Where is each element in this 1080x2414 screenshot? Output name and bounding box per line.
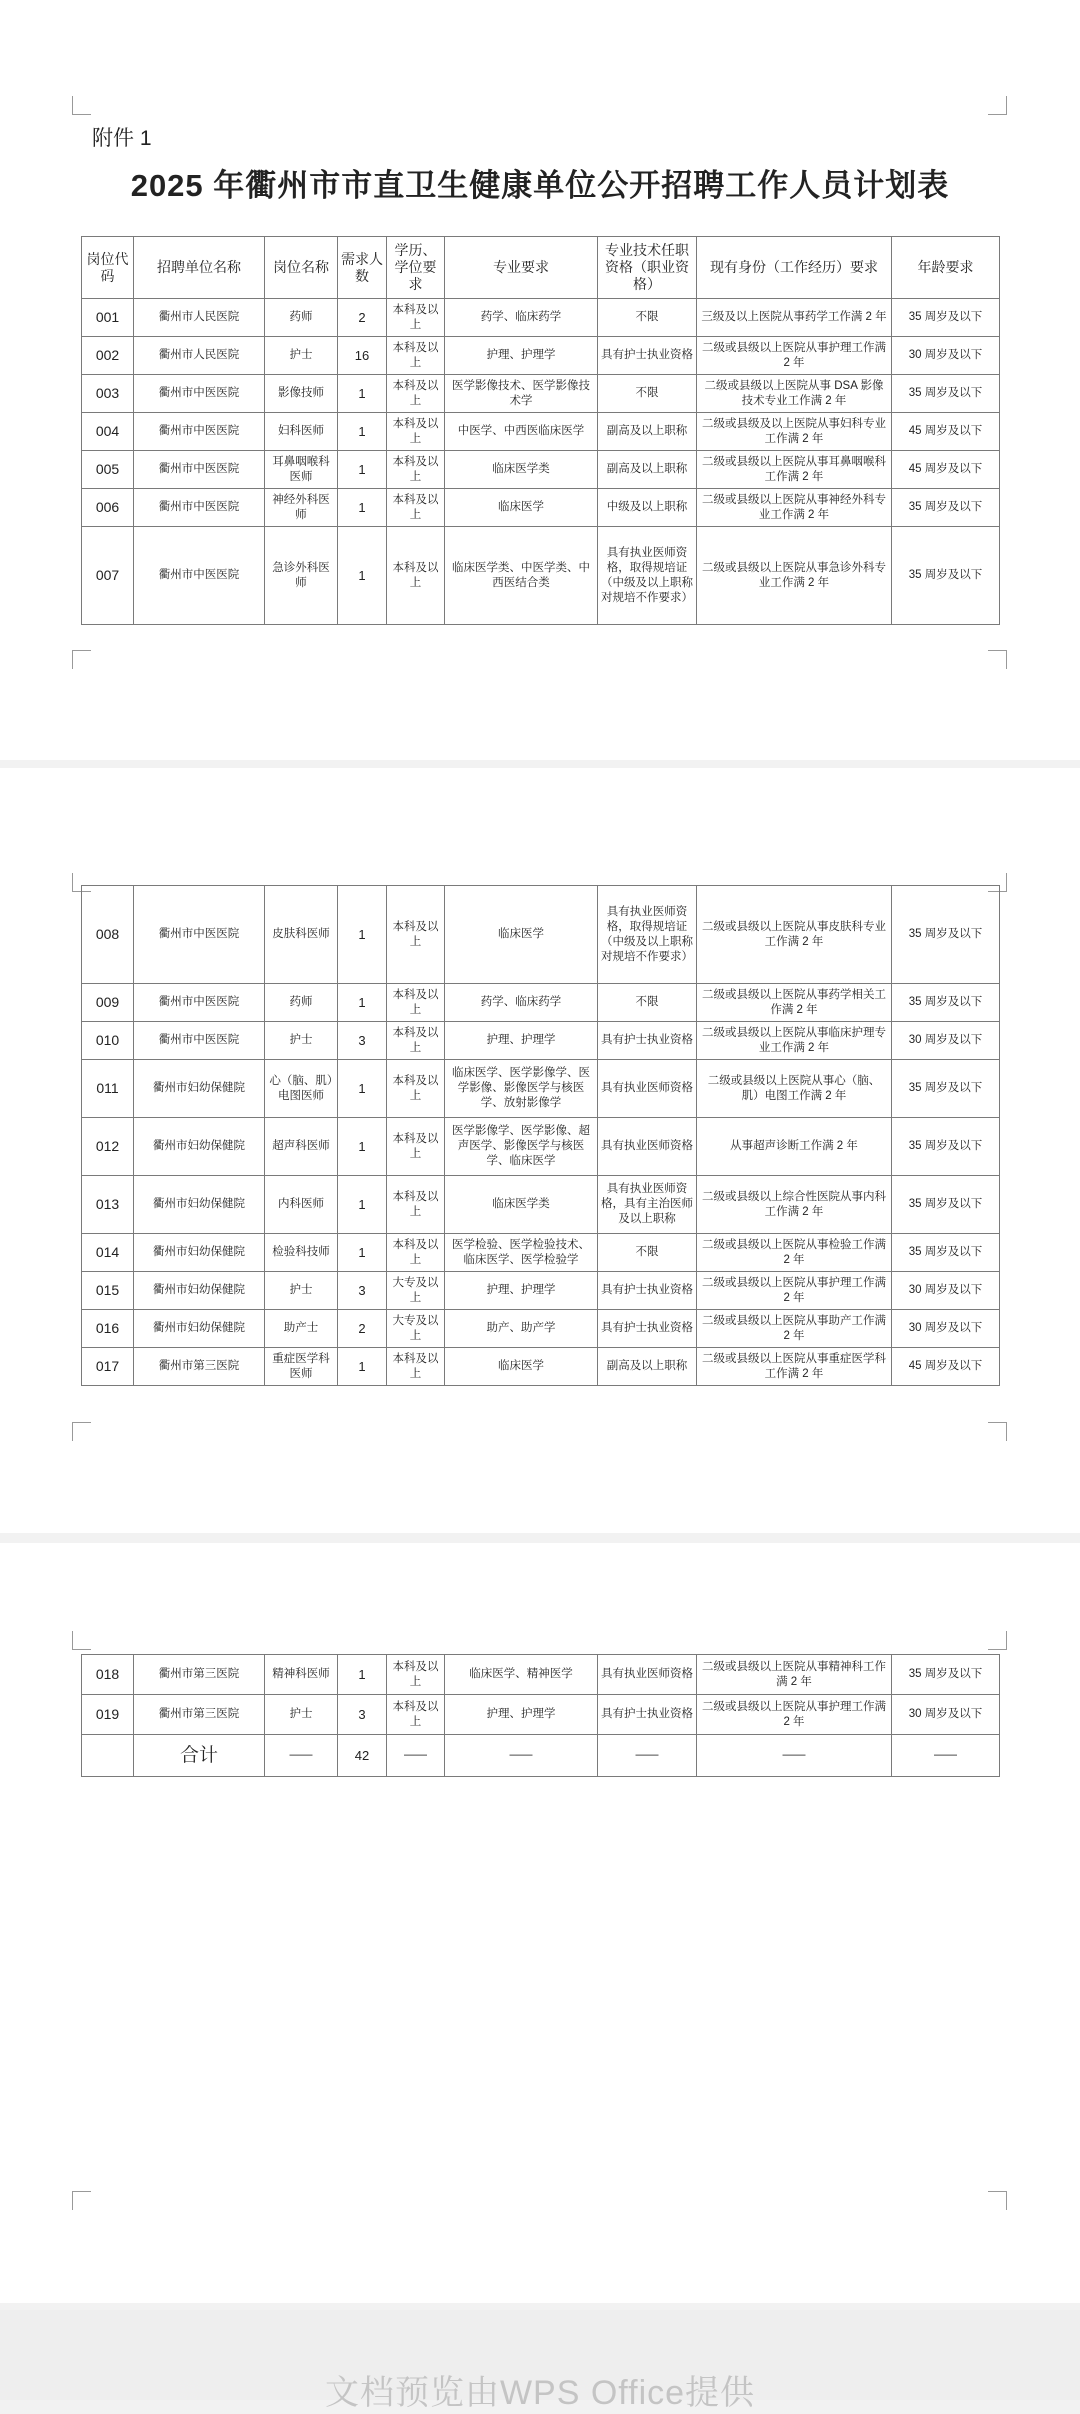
table-header-row xyxy=(82,237,1000,299)
cell-post-code: 001 xyxy=(82,299,134,337)
table-row xyxy=(82,1655,1000,1695)
page-corner-mark xyxy=(72,650,91,669)
cell-headcount: 1 xyxy=(338,1118,387,1176)
cell-post-name: 助产士 xyxy=(265,1310,338,1348)
cell-post-code: 005 xyxy=(82,451,134,489)
table-row xyxy=(82,1060,1000,1118)
cell-qualification-requirement: 具有护士执业资格 xyxy=(598,1310,697,1348)
table-row xyxy=(82,337,1000,375)
cell-major-requirement: 医学检验、医学检验技术、临床医学、医学检验学 xyxy=(445,1234,598,1272)
cell-headcount: 1 xyxy=(338,1655,387,1695)
cell-headcount: 1 xyxy=(338,1234,387,1272)
cell-major-requirement: 药学、临床药学 xyxy=(445,984,598,1022)
recruitment-table-part-1 xyxy=(81,236,1000,625)
page-corner-mark xyxy=(72,2191,91,2210)
total-cell-post-name: —— xyxy=(265,1735,338,1777)
cell-post-code: 006 xyxy=(82,489,134,527)
cell-major-requirement: 临床医学 xyxy=(445,886,598,984)
cell-employer-name: 衢州市中医医院 xyxy=(134,451,265,489)
cell-qualification-requirement: 具有执业医师资格 xyxy=(598,1118,697,1176)
cell-post-name: 护士 xyxy=(265,337,338,375)
cell-employer-name: 衢州市中医医院 xyxy=(134,527,265,625)
cell-experience-requirement: 二级或县级以上医院从事 DSA 影像技术专业工作满 2 年 xyxy=(697,375,892,413)
cell-post-code: 003 xyxy=(82,375,134,413)
page-corner-mark xyxy=(988,1631,1007,1650)
cell-major-requirement: 临床医学类 xyxy=(445,451,598,489)
cell-post-name: 检验科技师 xyxy=(265,1234,338,1272)
total-cell-headcount: 42 xyxy=(338,1735,387,1777)
cell-education-requirement: 本科及以上 xyxy=(387,1060,445,1118)
cell-headcount: 1 xyxy=(338,1348,387,1386)
document-page-1 xyxy=(0,0,1080,760)
cell-education-requirement: 本科及以上 xyxy=(387,1022,445,1060)
table-row xyxy=(82,1310,1000,1348)
cell-education-requirement: 本科及以上 xyxy=(387,413,445,451)
cell-qualification-requirement: 中级及以上职称 xyxy=(598,489,697,527)
cell-experience-requirement: 二级或县级以上医院从事精神科工作满 2 年 xyxy=(697,1655,892,1695)
cell-post-name: 护士 xyxy=(265,1022,338,1060)
cell-education-requirement: 本科及以上 xyxy=(387,1655,445,1695)
cell-experience-requirement: 二级或县级以上综合性医院从事内科工作满 2 年 xyxy=(697,1176,892,1234)
cell-qualification-requirement: 具有护士执业资格 xyxy=(598,1695,697,1735)
cell-employer-name: 衢州市妇幼保健院 xyxy=(134,1234,265,1272)
cell-post-code: 010 xyxy=(82,1022,134,1060)
cell-age-requirement: 35 周岁及以下 xyxy=(892,1176,1000,1234)
column-header-major-requirement: 专业要求 xyxy=(445,237,598,299)
cell-employer-name: 衢州市中医医院 xyxy=(134,984,265,1022)
cell-major-requirement: 临床医学、精神医学 xyxy=(445,1655,598,1695)
cell-experience-requirement: 三级及以上医院从事药学工作满 2 年 xyxy=(697,299,892,337)
cell-age-requirement: 35 周岁及以下 xyxy=(892,1118,1000,1176)
cell-post-code: 004 xyxy=(82,413,134,451)
cell-experience-requirement: 二级或县级以上医院从事护理工作满 2 年 xyxy=(697,337,892,375)
cell-qualification-requirement: 具有执业医师资格 xyxy=(598,1655,697,1695)
cell-experience-requirement: 二级或县级以上医院从事心（脑、肌）电图工作满 2 年 xyxy=(697,1060,892,1118)
table-row xyxy=(82,1695,1000,1735)
cell-experience-requirement: 二级或县级以上医院从事护理工作满 2 年 xyxy=(697,1272,892,1310)
cell-age-requirement: 30 周岁及以下 xyxy=(892,1022,1000,1060)
table-row xyxy=(82,984,1000,1022)
cell-post-name: 内科医师 xyxy=(265,1176,338,1234)
cell-headcount: 1 xyxy=(338,527,387,625)
cell-post-name: 神经外科医师 xyxy=(265,489,338,527)
total-cell-employer-name: 合计 xyxy=(134,1735,265,1777)
cell-qualification-requirement: 不限 xyxy=(598,1234,697,1272)
table-row xyxy=(82,527,1000,625)
cell-experience-requirement: 二级或县级以上医院从事重症医学科工作满 2 年 xyxy=(697,1348,892,1386)
total-cell-age-requirement: —— xyxy=(892,1735,1000,1777)
cell-post-code: 015 xyxy=(82,1272,134,1310)
cell-headcount: 1 xyxy=(338,489,387,527)
cell-experience-requirement: 二级或县级以上医院从事神经外科专业工作满 2 年 xyxy=(697,489,892,527)
wps-preview-footer xyxy=(0,2310,1080,2412)
cell-experience-requirement: 从事超声诊断工作满 2 年 xyxy=(697,1118,892,1176)
cell-major-requirement: 助产、助产学 xyxy=(445,1310,598,1348)
cell-employer-name: 衢州市妇幼保健院 xyxy=(134,1272,265,1310)
cell-age-requirement: 45 周岁及以下 xyxy=(892,413,1000,451)
total-cell-education-requirement: —— xyxy=(387,1735,445,1777)
total-cell-post-code xyxy=(82,1735,134,1777)
cell-headcount: 16 xyxy=(338,337,387,375)
column-header-age-requirement: 年龄要求 xyxy=(892,237,1000,299)
cell-qualification-requirement: 具有执业医师资格，具有主治医师及以上职称 xyxy=(598,1176,697,1234)
cell-age-requirement: 35 周岁及以下 xyxy=(892,489,1000,527)
cell-age-requirement: 35 周岁及以下 xyxy=(892,375,1000,413)
page-corner-mark xyxy=(988,650,1007,669)
total-cell-experience-requirement: —— xyxy=(697,1735,892,1777)
cell-headcount: 1 xyxy=(338,413,387,451)
cell-major-requirement: 临床医学、医学影像学、医学影像、影像医学与核医学、放射影像学 xyxy=(445,1060,598,1118)
column-header-qualification-requirement: 专业技术任职资格（职业资格） xyxy=(598,237,697,299)
table-row xyxy=(82,451,1000,489)
attachment-label: 附件 1 xyxy=(92,127,152,150)
cell-post-code: 014 xyxy=(82,1234,134,1272)
cell-experience-requirement: 二级或县级以上医院从事检验工作满 2 年 xyxy=(697,1234,892,1272)
table-row xyxy=(82,375,1000,413)
cell-major-requirement: 护理、护理学 xyxy=(445,1022,598,1060)
table-row xyxy=(82,1022,1000,1060)
cell-post-code: 012 xyxy=(82,1118,134,1176)
cell-post-name: 重症医学科医师 xyxy=(265,1348,338,1386)
cell-experience-requirement: 二级或县级以上医院从事护理工作满 2 年 xyxy=(697,1695,892,1735)
table-row xyxy=(82,1118,1000,1176)
cell-age-requirement: 35 周岁及以下 xyxy=(892,984,1000,1022)
cell-age-requirement: 30 周岁及以下 xyxy=(892,1272,1000,1310)
cell-qualification-requirement: 副高及以上职称 xyxy=(598,1348,697,1386)
total-cell-major-requirement: —— xyxy=(445,1735,598,1777)
cell-employer-name: 衢州市第三医院 xyxy=(134,1695,265,1735)
cell-education-requirement: 大专及以上 xyxy=(387,1310,445,1348)
cell-major-requirement: 药学、临床药学 xyxy=(445,299,598,337)
cell-age-requirement: 35 周岁及以下 xyxy=(892,1655,1000,1695)
cell-headcount: 2 xyxy=(338,1310,387,1348)
cell-education-requirement: 本科及以上 xyxy=(387,886,445,984)
cell-age-requirement: 30 周岁及以下 xyxy=(892,337,1000,375)
cell-education-requirement: 本科及以上 xyxy=(387,451,445,489)
cell-post-name: 药师 xyxy=(265,984,338,1022)
cell-headcount: 1 xyxy=(338,451,387,489)
cell-post-name: 急诊外科医师 xyxy=(265,527,338,625)
cell-education-requirement: 本科及以上 xyxy=(387,1234,445,1272)
table-row xyxy=(82,299,1000,337)
column-header-employer-name: 招聘单位名称 xyxy=(134,237,265,299)
cell-experience-requirement: 二级或县级以上医院从事助产工作满 2 年 xyxy=(697,1310,892,1348)
cell-headcount: 1 xyxy=(338,375,387,413)
cell-experience-requirement: 二级或县级以上医院从事药学相关工作满 2 年 xyxy=(697,984,892,1022)
cell-employer-name: 衢州市第三医院 xyxy=(134,1655,265,1695)
page-corner-mark xyxy=(72,1631,91,1650)
cell-employer-name: 衢州市人民医院 xyxy=(134,299,265,337)
cell-age-requirement: 30 周岁及以下 xyxy=(892,1310,1000,1348)
cell-experience-requirement: 二级或县级以上医院从事皮肤科专业工作满 2 年 xyxy=(697,886,892,984)
cell-post-name: 药师 xyxy=(265,299,338,337)
cell-qualification-requirement: 具有护士执业资格 xyxy=(598,337,697,375)
footer-text: 文档预览由WPS Office提供 xyxy=(324,2374,756,2412)
cell-post-name: 护士 xyxy=(265,1272,338,1310)
cell-age-requirement: 35 周岁及以下 xyxy=(892,886,1000,984)
document-title: 2025 年衢州市市直卫生健康单位公开招聘工作人员计划表 xyxy=(130,168,950,203)
cell-post-code: 013 xyxy=(82,1176,134,1234)
cell-post-name: 精神科医师 xyxy=(265,1655,338,1695)
cell-post-code: 011 xyxy=(82,1060,134,1118)
cell-employer-name: 衢州市中医医院 xyxy=(134,489,265,527)
cell-post-name: 护士 xyxy=(265,1695,338,1735)
cell-employer-name: 衢州市中医医院 xyxy=(134,375,265,413)
cell-headcount: 3 xyxy=(338,1695,387,1735)
cell-age-requirement: 35 周岁及以下 xyxy=(892,527,1000,625)
table-row xyxy=(82,1234,1000,1272)
cell-post-name: 耳鼻咽喉科医师 xyxy=(265,451,338,489)
page-corner-mark xyxy=(72,1422,91,1441)
cell-employer-name: 衢州市中医医院 xyxy=(134,886,265,984)
table-row xyxy=(82,489,1000,527)
cell-education-requirement: 本科及以上 xyxy=(387,337,445,375)
cell-major-requirement: 临床医学类、中医学类、中西医结合类 xyxy=(445,527,598,625)
cell-post-name: 影像技师 xyxy=(265,375,338,413)
cell-experience-requirement: 二级或县级及以上医院从事妇科专业工作满 2 年 xyxy=(697,413,892,451)
cell-experience-requirement: 二级或县级以上医院从事耳鼻咽喉科工作满 2 年 xyxy=(697,451,892,489)
cell-major-requirement: 临床医学类 xyxy=(445,1176,598,1234)
cell-education-requirement: 本科及以上 xyxy=(387,984,445,1022)
page-corner-mark xyxy=(988,96,1007,115)
cell-post-code: 009 xyxy=(82,984,134,1022)
cell-education-requirement: 大专及以上 xyxy=(387,1272,445,1310)
cell-qualification-requirement: 具有执业医师资格，取得规培证（中级及以上职称对规培不作要求） xyxy=(598,527,697,625)
column-header-post-name: 岗位名称 xyxy=(265,237,338,299)
cell-education-requirement: 本科及以上 xyxy=(387,1118,445,1176)
cell-employer-name: 衢州市妇幼保健院 xyxy=(134,1310,265,1348)
cell-headcount: 1 xyxy=(338,1060,387,1118)
cell-major-requirement: 护理、护理学 xyxy=(445,1695,598,1735)
cell-experience-requirement: 二级或县级以上医院从事临床护理专业工作满 2 年 xyxy=(697,1022,892,1060)
cell-age-requirement: 35 周岁及以下 xyxy=(892,1234,1000,1272)
cell-age-requirement: 45 周岁及以下 xyxy=(892,1348,1000,1386)
table-row xyxy=(82,1176,1000,1234)
cell-major-requirement: 医学影像学、医学影像、超声医学、影像医学与核医学、临床医学 xyxy=(445,1118,598,1176)
cell-qualification-requirement: 不限 xyxy=(598,375,697,413)
cell-employer-name: 衢州市妇幼保健院 xyxy=(134,1060,265,1118)
cell-qualification-requirement: 副高及以上职称 xyxy=(598,451,697,489)
page-corner-mark xyxy=(988,1422,1007,1441)
cell-employer-name: 衢州市人民医院 xyxy=(134,337,265,375)
table-row xyxy=(82,886,1000,984)
cell-age-requirement: 35 周岁及以下 xyxy=(892,299,1000,337)
cell-qualification-requirement: 副高及以上职称 xyxy=(598,413,697,451)
cell-headcount: 1 xyxy=(338,1176,387,1234)
column-header-education-requirement: 学历、学位要求 xyxy=(387,237,445,299)
cell-headcount: 3 xyxy=(338,1022,387,1060)
cell-post-code: 008 xyxy=(82,886,134,984)
table-row xyxy=(82,1272,1000,1310)
cell-post-name: 超声科医师 xyxy=(265,1118,338,1176)
total-cell-qualification-requirement: —— xyxy=(598,1735,697,1777)
cell-age-requirement: 30 周岁及以下 xyxy=(892,1695,1000,1735)
cell-education-requirement: 本科及以上 xyxy=(387,1176,445,1234)
cell-major-requirement: 护理、护理学 xyxy=(445,1272,598,1310)
cell-post-code: 002 xyxy=(82,337,134,375)
cell-post-name: 心（脑、肌）电图医师 xyxy=(265,1060,338,1118)
column-header-experience-requirement: 现有身份（工作经历）要求 xyxy=(697,237,892,299)
page-corner-mark xyxy=(72,96,91,115)
cell-headcount: 2 xyxy=(338,299,387,337)
cell-qualification-requirement: 具有执业医师资格 xyxy=(598,1060,697,1118)
cell-qualification-requirement: 具有护士执业资格 xyxy=(598,1272,697,1310)
page-corner-mark xyxy=(988,2191,1007,2210)
cell-qualification-requirement: 具有执业医师资格，取得规培证（中级及以上职称对规培不作要求） xyxy=(598,886,697,984)
recruitment-table-part-3 xyxy=(81,1654,1000,1777)
cell-post-name: 妇科医师 xyxy=(265,413,338,451)
cell-post-name: 皮肤科医师 xyxy=(265,886,338,984)
cell-age-requirement: 35 周岁及以下 xyxy=(892,1060,1000,1118)
cell-major-requirement: 护理、护理学 xyxy=(445,337,598,375)
table-row xyxy=(82,413,1000,451)
cell-employer-name: 衢州市第三医院 xyxy=(134,1348,265,1386)
cell-experience-requirement: 二级或县级以上医院从事急诊外科专业工作满 2 年 xyxy=(697,527,892,625)
total-row xyxy=(82,1735,1000,1777)
cell-headcount: 1 xyxy=(338,886,387,984)
cell-post-code: 019 xyxy=(82,1695,134,1735)
cell-education-requirement: 本科及以上 xyxy=(387,299,445,337)
cell-major-requirement: 临床医学 xyxy=(445,1348,598,1386)
recruitment-table-part-2 xyxy=(81,885,1000,1386)
cell-education-requirement: 本科及以上 xyxy=(387,1695,445,1735)
cell-education-requirement: 本科及以上 xyxy=(387,375,445,413)
cell-qualification-requirement: 不限 xyxy=(598,984,697,1022)
cell-age-requirement: 45 周岁及以下 xyxy=(892,451,1000,489)
cell-post-code: 018 xyxy=(82,1655,134,1695)
column-header-headcount: 需求人数 xyxy=(338,237,387,299)
cell-qualification-requirement: 不限 xyxy=(598,299,697,337)
cell-employer-name: 衢州市妇幼保健院 xyxy=(134,1118,265,1176)
cell-education-requirement: 本科及以上 xyxy=(387,1348,445,1386)
cell-post-code: 016 xyxy=(82,1310,134,1348)
cell-major-requirement: 中医学、中西医临床医学 xyxy=(445,413,598,451)
cell-employer-name: 衢州市妇幼保健院 xyxy=(134,1176,265,1234)
cell-employer-name: 衢州市中医医院 xyxy=(134,1022,265,1060)
cell-major-requirement: 临床医学 xyxy=(445,489,598,527)
cell-headcount: 1 xyxy=(338,984,387,1022)
table-row xyxy=(82,1348,1000,1386)
cell-post-code: 017 xyxy=(82,1348,134,1386)
cell-major-requirement: 医学影像技术、医学影像技术学 xyxy=(445,375,598,413)
cell-education-requirement: 本科及以上 xyxy=(387,489,445,527)
column-header-post-code: 岗位代码 xyxy=(82,237,134,299)
cell-headcount: 3 xyxy=(338,1272,387,1310)
cell-post-code: 007 xyxy=(82,527,134,625)
cell-employer-name: 衢州市中医医院 xyxy=(134,413,265,451)
cell-education-requirement: 本科及以上 xyxy=(387,527,445,625)
cell-qualification-requirement: 具有护士执业资格 xyxy=(598,1022,697,1060)
